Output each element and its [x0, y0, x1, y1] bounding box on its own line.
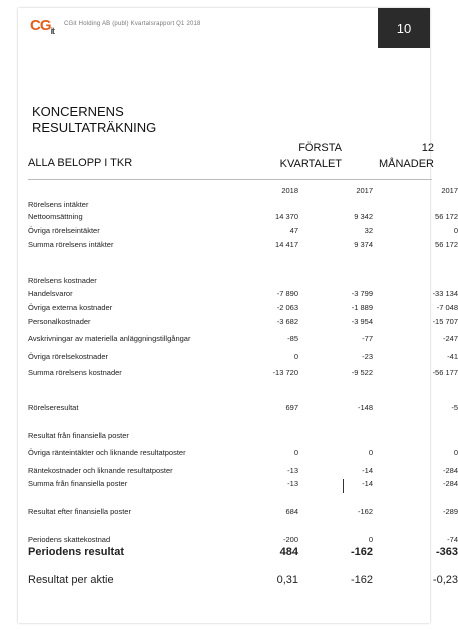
row-label: Summa från finansiella poster	[28, 479, 128, 488]
header-text: CGit Holding AB (publ) Kvartalsrapport Q1 2018	[64, 21, 201, 27]
row-label: Resultat efter finansiella poster	[28, 507, 131, 516]
table-row	[28, 334, 458, 346]
row-value-1: 484	[279, 546, 298, 558]
row-value-3: 56 172	[435, 212, 458, 221]
row-value-1: 697	[285, 403, 298, 412]
table-row	[28, 546, 458, 562]
row-label: Personalkostnader	[28, 317, 91, 326]
year-header-row	[28, 186, 458, 198]
row-value-1: 14 417	[275, 240, 298, 249]
year-header-3: 2017	[441, 186, 458, 195]
column-header-12-months-line1: 12	[421, 142, 434, 154]
row-label: Övriga rörelsekostnader	[28, 352, 109, 361]
table-row	[28, 303, 458, 315]
row-value-3: -33 134	[432, 289, 458, 298]
table-row	[28, 212, 458, 224]
row-label: Resultat per aktie	[28, 574, 114, 586]
row-value-2: -9 522	[351, 368, 373, 377]
row-label: Rörelsens kostnader	[28, 276, 97, 285]
table-row	[28, 431, 432, 443]
column-header-quarter-line2: KVARTALET	[279, 158, 342, 170]
table-row	[28, 352, 458, 364]
row-value-2: -3 799	[351, 289, 373, 298]
row-label: Räntekostnader och liknande resultatposter	[28, 466, 173, 475]
row-value-3: -284	[442, 466, 458, 475]
table-row	[28, 368, 458, 380]
table-row	[28, 574, 458, 590]
row-value-1: 0	[293, 448, 298, 457]
row-value-2: 0	[368, 535, 373, 544]
row-label: Periodens skattekostnad	[28, 535, 111, 544]
row-value-2: -3 954	[351, 317, 373, 326]
row-value-1: -7 890	[276, 289, 298, 298]
header-divider	[28, 179, 432, 180]
column-header-12-months	[350, 140, 434, 172]
row-value-3: -15 707	[432, 317, 458, 326]
table-row	[28, 200, 432, 212]
row-value-3: -0,23	[432, 574, 458, 586]
text-cursor	[343, 479, 344, 493]
row-label: Rörelseresultat	[28, 403, 79, 412]
column-header-quarter	[250, 140, 342, 172]
row-label: Resultat från finansiella poster	[28, 431, 129, 440]
row-value-3: -247	[442, 334, 458, 343]
table-row	[28, 479, 458, 491]
row-value-3: -284	[442, 479, 458, 488]
row-value-1: 0	[293, 352, 298, 361]
row-value-1: -85	[287, 334, 298, 343]
row-value-2: 32	[364, 226, 373, 235]
row-value-1: 0,31	[276, 574, 298, 586]
row-label: Summa rörelsens kostnader	[28, 368, 122, 377]
row-label: Övriga ränteintäkter och liknande resultatposter	[28, 448, 186, 457]
table-row	[28, 448, 458, 460]
row-value-1: 14 370	[275, 212, 298, 221]
row-value-2: -162	[357, 507, 373, 516]
row-value-2: 9 342	[354, 212, 373, 221]
company-logo: $CG_{it}$	[30, 17, 54, 36]
row-value-1: 47	[289, 226, 298, 235]
row-label: Periodens resultat	[28, 546, 124, 558]
row-value-3: -289	[442, 507, 458, 516]
amount-unit-label: ALLA BELOPP I TKR	[28, 157, 133, 169]
row-label: Rörelsens intäkter	[28, 200, 89, 209]
row-value-2: -162	[350, 574, 373, 586]
table-row	[28, 317, 458, 329]
row-value-1: 684	[285, 507, 298, 516]
row-value-1: -13	[287, 479, 298, 488]
page-title	[32, 104, 156, 136]
table-row	[28, 289, 458, 301]
table-row	[28, 403, 458, 415]
row-label: Övriga rörelseintäkter	[28, 226, 100, 235]
row-value-3: 56 172	[435, 240, 458, 249]
year-header-1: 2018	[281, 186, 298, 195]
title-line-2: RESULTATRÄKNING	[32, 120, 157, 135]
row-value-2: 0	[368, 448, 373, 457]
year-header-2: 2017	[356, 186, 373, 195]
table-row	[28, 226, 458, 238]
row-value-2: -14	[362, 479, 373, 488]
row-value-2: -148	[357, 403, 373, 412]
row-value-1: -2 063	[276, 303, 298, 312]
row-value-2: -77	[362, 334, 373, 343]
row-value-2: -162	[350, 546, 373, 558]
row-label: Avskrivningar av materiella anläggningstillgångar	[28, 334, 191, 343]
row-label: Övriga externa kostnader	[28, 303, 113, 312]
table-row	[28, 276, 432, 288]
row-label: Summa rörelsens intäkter	[28, 240, 114, 249]
row-value-3: -7 048	[436, 303, 458, 312]
row-value-2: -1 889	[351, 303, 373, 312]
row-value-3: -5	[451, 403, 458, 412]
row-value-1: -13	[287, 466, 298, 475]
row-value-3: 0	[453, 448, 458, 457]
row-value-2: -23	[362, 352, 373, 361]
row-value-1: -200	[282, 535, 298, 544]
report-page	[18, 8, 430, 623]
row-label: Nettoomsättning	[28, 212, 83, 221]
title-line-1: KONCERNENS	[32, 104, 124, 119]
row-value-3: -74	[447, 535, 458, 544]
row-value-3: -56 177	[432, 368, 458, 377]
table-row	[28, 507, 458, 519]
table-row	[28, 240, 458, 252]
row-value-1: -3 682	[276, 317, 298, 326]
row-value-3: -363	[435, 546, 458, 558]
column-header-quarter-line1: FÖRSTA	[298, 142, 342, 154]
page-number: 10	[378, 8, 430, 48]
row-label: Handelsvaror	[28, 289, 73, 298]
table-row	[28, 466, 458, 478]
row-value-3: 0	[453, 226, 458, 235]
row-value-2: -14	[362, 466, 373, 475]
row-value-1: -13 720	[272, 368, 298, 377]
column-header-12-months-line2: MÅNADER	[378, 158, 434, 170]
row-value-3: -41	[447, 352, 458, 361]
row-value-2: 9 374	[354, 240, 373, 249]
